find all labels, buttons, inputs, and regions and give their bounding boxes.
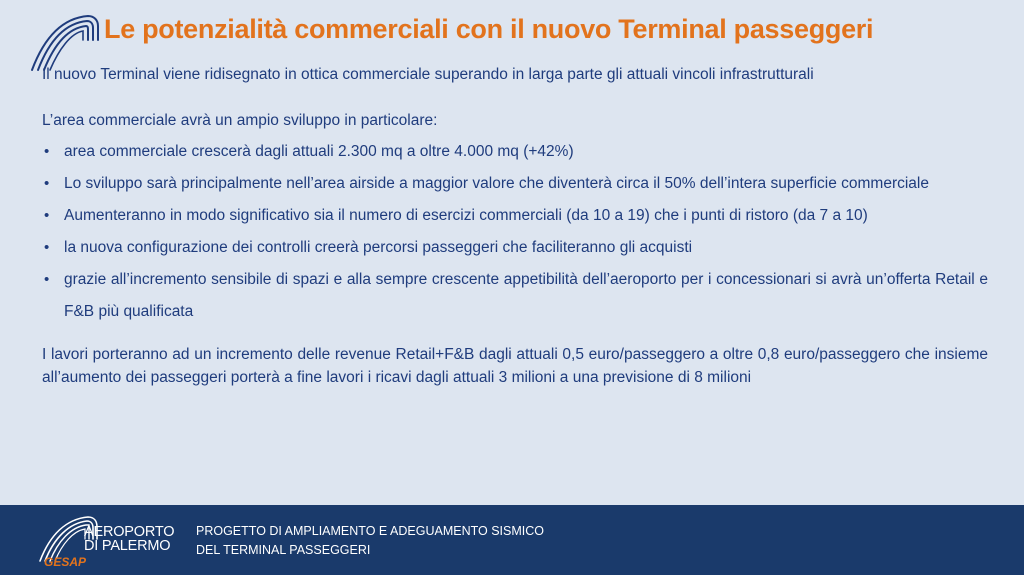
page-title: Le potenzialità commerciali con il nuovo Terminal passeggeri <box>104 14 874 44</box>
list-item-text: grazie all’incremento sensibile di spazi e alla sempre crescente appetibilità dell’aeroporto per i concessionari si avrà un’offerta Retail e F&B più qualificata <box>64 271 988 320</box>
intro-text: Il nuovo Terminal viene ridisegnato in ottica commerciale superando in larga parte gli attuali vincoli infrastrutturali <box>42 66 814 83</box>
logo-text-line2: DI PALERMO <box>84 538 171 554</box>
list-item <box>42 168 988 200</box>
bullet-icon: • <box>44 207 50 224</box>
list-item <box>42 200 988 232</box>
area-intro-text: L’area commerciale avrà un ampio sviluppo in particolare: <box>42 112 438 129</box>
bullet-icon: • <box>44 271 50 288</box>
project-title-line2: DEL TERMINAL PASSEGGERI <box>196 543 371 557</box>
project-title-line1: PROGETTO DI AMPLIAMENTO E ADEGUAMENTO SISMICO <box>196 524 544 538</box>
bullet-icon: • <box>44 175 50 192</box>
bullet-icon: • <box>44 143 50 160</box>
arch-logo-icon <box>28 10 100 72</box>
list-item <box>42 136 988 168</box>
bullet-icon: • <box>44 239 50 256</box>
content-area <box>42 64 988 389</box>
list-item-text: la nuova configurazione dei controlli creerà percorsi passeggeri che faciliteranno gli acquisti <box>64 239 693 256</box>
list-item-text: Aumenteranno in modo significativo sia il numero di esercizi commerciali (da 10 a 19) che i punti di ristoro (da 7 a 10) <box>64 207 868 224</box>
project-title <box>196 522 544 560</box>
footer-logo <box>36 513 186 569</box>
list-item-text: Lo sviluppo sarà principalmente nell’area airside a maggior valore che diventerà circa il 50% dell’intera superficie commerciale <box>64 175 929 192</box>
footer-bar <box>0 505 1024 575</box>
bullet-list <box>42 136 988 328</box>
list-item <box>42 264 988 328</box>
closing-paragraph: I lavori porteranno ad un incremento delle revenue Retail+F&B dagli attuali 0,5 euro/passeggero a oltre 0,8 euro/passeggero che insieme all’aumento dei passeggeri porterà a fine lavori i ricavi dagli attuali 3 milioni a una previsione di 8 milioni <box>42 346 988 386</box>
logo-text-line1: AEROPORTO <box>84 524 175 540</box>
logo-subtitle: GESAP <box>44 555 87 569</box>
list-item-text: area commerciale crescerà dagli attuali 2.300 mq a oltre 4.000 mq (+42%) <box>64 143 574 160</box>
list-item <box>42 232 988 264</box>
